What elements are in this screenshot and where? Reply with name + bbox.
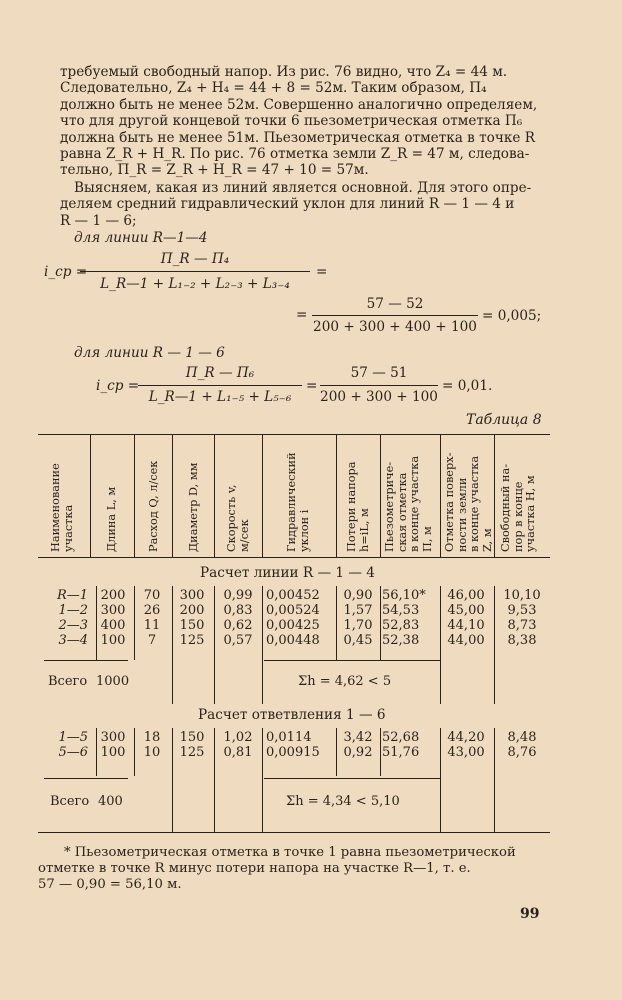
table-cell: 10,10: [503, 588, 541, 603]
column-divider: [380, 586, 381, 660]
fraction-bar: [312, 315, 478, 316]
table-cell: 44,00: [447, 633, 485, 648]
formula-2-numerator: П_R — П₆: [185, 365, 255, 381]
text-line: деляем средний гидравлический уклон для линий R — 1 — 4 и: [60, 196, 515, 213]
table-cell: 125: [179, 745, 205, 760]
formula-2-den2: 200 + 300 + 100: [320, 389, 438, 405]
column-divider: [380, 728, 381, 776]
table-cell: 10: [143, 745, 161, 760]
table-cell: 44,10: [447, 618, 485, 633]
table-cell: 5—6: [58, 745, 88, 760]
formula-2-result: = 0,01.: [442, 378, 493, 394]
header-piezometric: Пьезометриче- ская отметка в конце участка П, м: [383, 455, 434, 552]
text-line: что для другой концевой точки 6 пьезометрическая отметка П₆: [60, 113, 523, 130]
table-cell: 3,42: [343, 730, 373, 745]
table-cell: 45,00: [447, 603, 485, 618]
table-cell: 8,76: [507, 745, 537, 760]
footnote-line: * Пьезометрическая отметка в точке 1 равна пьезометрической: [64, 845, 516, 860]
table-cell: 52,38: [382, 633, 420, 648]
table-cell: 0,99: [223, 588, 253, 603]
header-head-loss: Потери напора h=iL, м: [345, 461, 371, 552]
text-line: тельно, П_R = Z_R + H_R = 47 + 10 = 57м.: [60, 162, 369, 179]
table-cell: 1,70: [343, 618, 373, 633]
footnote-line: отметке в точке R минус потери напора на участке R—1, т. е.: [38, 861, 471, 876]
formula-1-result: = 0,005;: [482, 308, 542, 324]
formula-2-num2: 57 — 51: [350, 365, 408, 381]
table-cell: 0,62: [223, 618, 253, 633]
text-line: R — 1 — 6;: [60, 212, 137, 229]
table-cell: 3—4: [58, 633, 88, 648]
column-divider: [90, 435, 91, 557]
table-cell: 0,0114: [266, 730, 312, 745]
column-divider: [214, 728, 215, 832]
text-line: должно быть не менее 52м. Совершенно аналогично определяем,: [60, 96, 538, 113]
header-ground-elevation: Отметка поверх- ности земли в конце участка Z, м: [443, 452, 494, 552]
table-cell: 8,38: [507, 633, 537, 648]
fraction-bar: [320, 385, 438, 386]
formula-1-equals-2: =: [296, 307, 308, 323]
section-1-title: Расчет линии R — 1 — 4: [200, 565, 375, 581]
table-cell: 300: [100, 603, 126, 618]
table-cell: 0,00524: [266, 603, 320, 618]
table-cell: 56,10*: [382, 588, 426, 603]
table-header-rule: [38, 557, 550, 558]
text-line: Следовательно, Z₄ + H₄ = 44 + 8 = 52м. Таким образом, П₄: [60, 80, 487, 97]
table-cell: R—1: [56, 588, 88, 603]
table-cell: 100: [100, 745, 126, 760]
table-cell: 52,68: [382, 730, 420, 745]
section-1-sum: Σh = 4,62 < 5: [298, 674, 392, 689]
table-top-rule: [38, 434, 550, 435]
header-velocity: Скорость v, м/сек: [225, 484, 251, 552]
table-cell: 150: [179, 730, 205, 745]
footnote-line: 57 — 0,90 = 56,10 м.: [38, 877, 182, 892]
table-cell: 1—5: [58, 730, 88, 745]
column-divider: [380, 435, 381, 557]
total-rule: [44, 778, 128, 779]
header-slope: Гидравлический уклон i: [285, 452, 311, 552]
fraction-bar: [138, 385, 302, 386]
section-2-sum: Σh = 4,34 < 5,10: [286, 794, 400, 809]
table-cell: 9,53: [507, 603, 537, 618]
table-cell: 44,20: [447, 730, 485, 745]
table-cell: 0,00425: [266, 618, 320, 633]
header-diameter: Диаметр D, мм: [187, 462, 200, 552]
formula-1-numerator: П_R — П₄: [160, 251, 230, 267]
table-cell: 300: [100, 730, 126, 745]
table-cell: 0,57: [223, 633, 253, 648]
header-free-head: Свободный на- пор в конце участка H, м: [499, 463, 538, 552]
text-line: должна быть не менее 51м. Пьезометрическая отметка в точке R: [60, 129, 535, 146]
footnote: [38, 845, 550, 893]
column-divider: [214, 435, 215, 557]
table-cell: 51,76: [382, 745, 420, 760]
table-cell: 125: [179, 633, 205, 648]
column-divider: [172, 435, 173, 557]
paragraph-2: [60, 180, 550, 229]
page-number: 99: [520, 906, 540, 922]
table-cell: 200: [100, 588, 126, 603]
table-cell: 26: [143, 603, 161, 618]
table-cell: 18: [143, 730, 161, 745]
header-section-name: Наименование участка: [49, 463, 75, 552]
table-cell: 400: [100, 618, 126, 633]
table-cell: 0,90: [343, 588, 373, 603]
total-rule: [264, 660, 440, 661]
section-1-total-label: Всего: [48, 674, 88, 689]
formula-2-lhs: i_ср =: [96, 378, 140, 394]
formula-1-den2: 200 + 300 + 400 + 100: [313, 319, 477, 335]
table-cell: 1,02: [223, 730, 253, 745]
paragraph-1: [60, 64, 550, 179]
column-divider: [262, 728, 263, 832]
formula-1-num2: 57 — 52: [366, 296, 424, 312]
column-divider: [262, 435, 263, 557]
table-cell: 1,57: [343, 603, 373, 618]
total-rule: [44, 660, 128, 661]
table-cell: 2—3: [58, 618, 88, 633]
table-cell: 8,48: [507, 730, 537, 745]
table-cell: 46,00: [447, 588, 485, 603]
table-cell: 7: [147, 633, 157, 648]
table-cell: 300: [179, 588, 205, 603]
formula-2-label: для линии R — 1 — 6: [74, 345, 225, 361]
section-2-title: Расчет ответвления 1 — 6: [198, 707, 386, 723]
header-flow: Расход Q, л/сек: [147, 460, 160, 552]
formula-2-equals: =: [306, 378, 318, 394]
column-divider: [214, 586, 215, 704]
section-2-total-length: 400: [98, 794, 123, 809]
column-divider: [440, 435, 441, 557]
table-cell: 100: [100, 633, 126, 648]
table-cell: 0,45: [343, 633, 373, 648]
formula-1-denominator: L_R—1 + L₁₋₂ + L₂₋₃ + L₃₋₄: [100, 276, 290, 292]
table-cell: 0,00915: [266, 745, 320, 760]
fraction-bar: [80, 271, 310, 272]
column-divider: [134, 435, 135, 557]
text-line: требуемый свободный напор. Из рис. 76 видно, что Z₄ = 44 м.: [60, 64, 508, 80]
table-cell: 200: [179, 603, 205, 618]
column-divider: [336, 728, 337, 776]
table-cell: 70: [143, 588, 161, 603]
column-divider: [262, 586, 263, 704]
text-line: Выясняем, какая из линий является основной. Для этого опре-: [74, 180, 532, 196]
table-cell: 0,92: [343, 745, 373, 760]
table-cell: 150: [179, 618, 205, 633]
table-cell: 11: [143, 618, 161, 633]
table-cell: 52,83: [382, 618, 420, 633]
total-rule: [264, 778, 440, 779]
table-bottom-rule: [38, 832, 550, 833]
table-cell: 8,73: [507, 618, 537, 633]
column-divider: [336, 586, 337, 660]
table-caption: Таблица 8: [466, 412, 542, 428]
column-divider: [336, 435, 337, 557]
table-cell: 43,00: [447, 745, 485, 760]
formula-1-label: для линии R—1—4: [74, 230, 208, 246]
text-line: равна Z_R + H_R. По рис. 76 отметка земли Z_R = 47 м, следова-: [60, 146, 530, 163]
table-cell: 0,81: [223, 745, 253, 760]
header-length: Длина L, м: [105, 486, 118, 552]
table-cell: 0,00448: [266, 633, 320, 648]
table-cell: 0,00452: [266, 588, 320, 603]
formula-1-lhs: i_ср =: [44, 264, 88, 280]
section-1-total-length: 1000: [96, 674, 130, 689]
formula-1-equals: =: [316, 264, 328, 280]
table-cell: 0,83: [223, 603, 253, 618]
formula-2-denominator: L_R—1 + L₁₋₅ + L₅₋₆: [148, 389, 292, 405]
section-2-total-label: Всего: [50, 794, 90, 809]
table-cell: 1—2: [58, 603, 88, 618]
table-cell: 54,53: [382, 603, 420, 618]
